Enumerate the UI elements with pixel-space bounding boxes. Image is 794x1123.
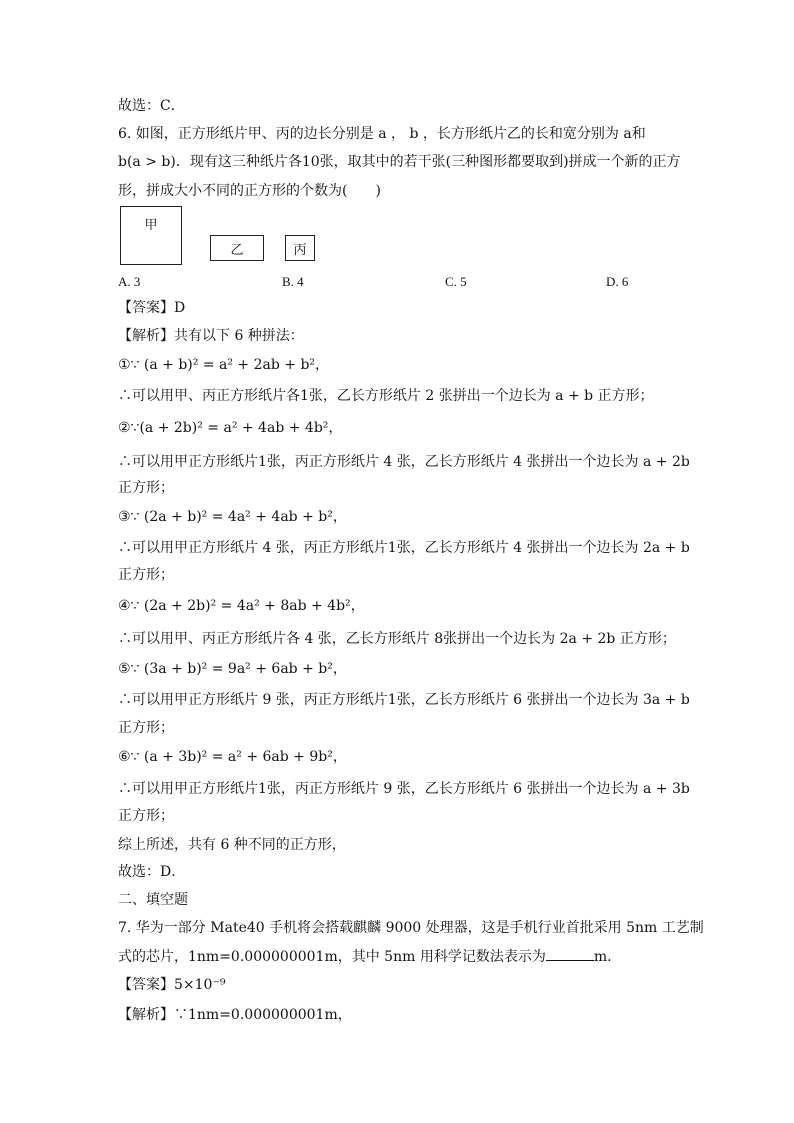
option-c: C. 5 [445,274,467,289]
question-6-stem: 6. 如图，正方形纸片甲、丙的边长分别是 a ， b ，长方形纸片乙的长和宽分别为 a和 [118,126,646,142]
analysis-line: 【解析】共有以下 6 种拼法： [118,328,304,344]
question-6-stem: 形，拼成大小不同的正方形的个数为( ) [118,183,381,199]
conclusion-line: 故选：D． [118,864,186,880]
analysis-line: ③∵ (2a + b)² = 4a² + 4ab + b²， [118,509,347,525]
question-7-stem [118,946,621,967]
analysis-line: ②∵(a + 2b)² = a² + 4ab + 4b²， [118,420,343,436]
question-7-stem: 7. 华为一部分 Mate40 手机将会搭载麒麟 9000 处理器，这是手机行业首批采用 5nm 工艺制 [118,920,704,936]
analysis-line: ④∵ (2a + 2b)² = 4a² + 8ab + 4b²， [118,598,365,614]
question-7-unit: m． [593,949,622,965]
analysis-line: 正方形； [118,480,174,496]
summary-line: 综上所述，共有 6 种不同的正方形， [118,837,346,853]
square-jia-label: 甲 [144,218,158,233]
square-jia [120,206,182,265]
analysis-line: ∴可以用甲、丙正方形纸片各 4 张，乙长方形纸片 8张拼出一个边长为 2a + 2b 正方形； [118,631,676,647]
section-heading: 二、填空题 [118,892,188,908]
analysis-line: ∴可以用甲正方形纸片1张，丙正方形纸片 9 张，乙长方形纸片 6 张拼出一个边长为 a + 3b [118,781,690,797]
question-6-stem: b(a > b)．现有这三种纸片各10张，取其中的若干张(三种图形都要取到)拼成一个新的正方 [118,154,681,170]
analysis-line: ⑤∵ (3a + b)² = 9a² + 6ab + b²， [118,661,347,677]
analysis-line: 正方形； [118,567,174,583]
answer-line: 【答案】D [118,300,186,316]
analysis-line: 正方形； [118,808,174,824]
option-a: A. 3 [118,274,141,289]
analysis-line: ⑥∵ (a + 3b)² = a² + 6ab + 9b²， [118,749,347,765]
analysis-line: ∴可以用甲正方形纸片 4 张，丙正方形纸片1张，乙长方形纸片 4 张拼出一个边长为 2a + b [118,540,690,556]
analysis-line: 【解析】∵1nm=0.000000001m， [118,1007,352,1023]
analysis-line: 正方形； [118,720,174,736]
analysis-line: ∴可以用甲正方形纸片 9 张，丙正方形纸片1张，乙长方形纸片 6 张拼出一个边长为 3a + b [118,692,690,708]
answer-line: 【答案】5×10⁻⁹ [118,977,226,993]
analysis-line: ∴可以用甲、丙正方形纸片各1张，乙长方形纸片 2 张拼出一个边长为 a + b 正方形； [118,388,654,404]
analysis-line: ①∵ (a + b)² = a² + 2ab + b²， [118,357,330,373]
question-7-text: 式的芯片，1nm=0.000000001m，其中 5nm 用科学记数法表示为 [118,949,546,965]
rectangle-yi-label: 乙 [230,242,244,258]
answer-options [118,274,678,294]
answer-blank [546,946,594,961]
rectangle-yi [210,235,264,261]
option-b: B. 4 [282,274,304,289]
option-d: D. 6 [606,274,629,289]
square-bing-label: 丙 [293,242,307,258]
text-line: 故选：C． [118,98,185,114]
analysis-line: ∴可以用甲正方形纸片1张，丙正方形纸片 4 张，乙长方形纸片 4 张拼出一个边长为 a + 2b [118,454,690,470]
square-bing [285,235,315,261]
